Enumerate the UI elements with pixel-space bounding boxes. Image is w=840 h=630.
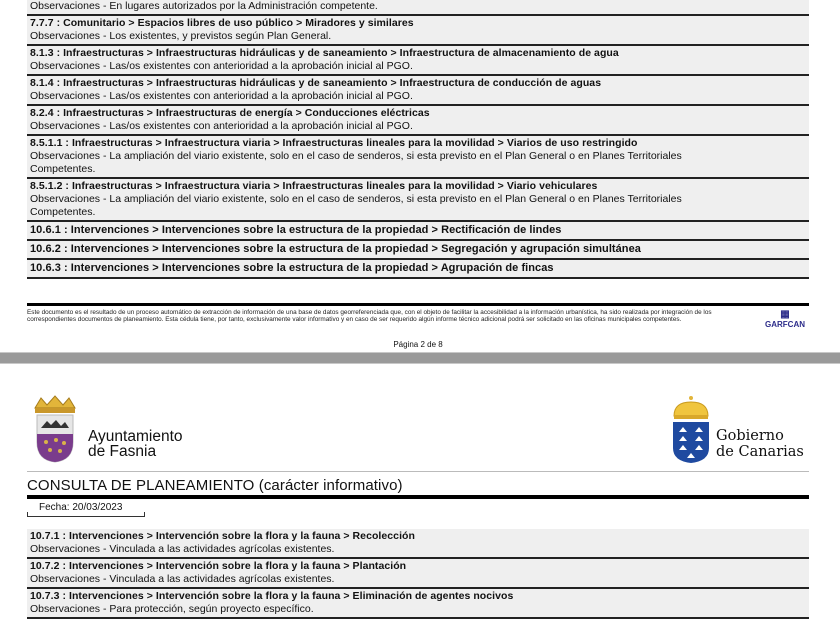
list-item: [27, 106, 809, 136]
list-item: [27, 136, 809, 179]
ayuntamiento-line-2: de Fasnia: [88, 443, 157, 460]
header-divider: [27, 471, 809, 472]
document-title: CONSULTA DE PLANEAMIENTO (carácter informativo): [27, 477, 403, 494]
row-title: 10.6.1 : Intervenciones > Intervenciones sobre la estructura de la propiedad > Rectificación de lindes: [30, 224, 562, 236]
list-item: [27, 241, 809, 260]
row-observation: Observaciones - Los existentes, y previstos según Plan General.: [30, 30, 332, 42]
list-item: [27, 559, 809, 589]
row-title: 10.6.2 : Intervenciones > Intervenciones sobre la estructura de la propiedad > Segregación y agrupación simultánea: [30, 243, 641, 255]
date-label: Fecha: 20/03/2023: [39, 502, 123, 513]
gobierno-canarias-name: [716, 428, 804, 460]
row-title: 10.7.1 : Intervenciones > Intervención sobre la flora y la fauna > Recolección: [30, 530, 415, 542]
canarias-crest-icon: [668, 394, 714, 464]
page-number: Página 2 de 8: [393, 340, 443, 349]
list-item: [27, 260, 809, 279]
list-item: [27, 46, 809, 76]
row-title: 8.5.1.2 : Infraestructuras > Infraestructura viaria > Infraestructuras lineales para la movilidad > Viario vehiculares: [30, 180, 598, 192]
row-observation: Competentes.: [30, 163, 96, 175]
page-separator: [0, 352, 840, 364]
row-title: 10.6.3 : Intervenciones > Intervenciones sobre la estructura de la propiedad > Agrupación de fincas: [30, 262, 554, 274]
date-box: [27, 502, 145, 517]
garfcan-logo-text: GARFCAN: [765, 320, 805, 329]
row-title: 8.1.3 : Infraestructuras > Infraestructuras hidráulicas y de saneamiento > Infraestructura de almacenamiento de agua: [30, 47, 619, 59]
fasnia-crest-icon: [31, 394, 79, 464]
shield-icon: ▦: [780, 309, 790, 320]
ayuntamiento-fasnia-name: [88, 429, 183, 459]
row-observation: Observaciones - Para protección, según proyecto específico.: [30, 603, 314, 615]
page-footer: [27, 303, 809, 349]
list-item: [27, 222, 809, 241]
row-observation: Observaciones - Vinculada a las actividades agrícolas existentes.: [30, 543, 335, 555]
gobierno-line-2: de Canarias: [716, 444, 804, 460]
row-title: 7.7.7 : Comunitario > Espacios libres de uso público > Miradores y similares: [30, 17, 414, 29]
ayuntamiento-line-1: Ayuntamiento: [88, 428, 183, 445]
list-item: [27, 589, 809, 619]
garfcan-logo: [761, 309, 809, 329]
rows-page-2: [27, 0, 809, 279]
row-title: 10.7.2 : Intervenciones > Intervención sobre la flora y la fauna > Plantación: [30, 560, 407, 572]
row-observation: Observaciones - Las/os existentes con anterioridad a la aprobación inicial al PGO.: [30, 60, 413, 72]
document-page-3: [0, 364, 840, 630]
row-observation: Observaciones - Vinculada a las actividades agrícolas existentes.: [30, 573, 335, 585]
row-title: 8.2.4 : Infraestructuras > Infraestructuras de energía > Conducciones eléctricas: [30, 107, 430, 119]
row-observation: Observaciones - En lugares autorizados por la Administración competente.: [30, 0, 378, 12]
row-title: 8.5.1.1 : Infraestructuras > Infraestructura viaria > Infraestructuras lineales para la movilidad > Viarios de uso restringido: [30, 137, 638, 149]
list-item: [27, 76, 809, 106]
row-observation: Observaciones - Las/os existentes con anterioridad a la aprobación inicial al PGO.: [30, 90, 413, 102]
row-observation: Observaciones - La ampliación del viario existente, solo en el caso de senderos, si esta previsto en el Plan General o en Planes Territoriales: [30, 150, 682, 162]
row-title: 8.1.4 : Infraestructuras > Infraestructuras hidráulicas y de saneamiento > Infraestructura de conducción de aguas: [30, 77, 602, 89]
list-item: [27, 179, 809, 222]
footer-disclaimer: Este documento es el resultado de un proceso automático de extracción de información de una base de datos georreferenciada que, con el objeto de facilitar la accesibilidad a la información urbanística, ha sido realizada por integración de los correspondientes documentos de planeamiento. Esta cédula tiene, por tanto, exclusivamente valor informativo y en caso de ser requerido algún informe técnico adicional podrá ser solicitado en las oficinas municipales competentes.: [27, 309, 712, 324]
row-observation: Observaciones - La ampliación del viario existente, solo en el caso de senderos, si esta previsto en el Plan General o en Planes Territoriales: [30, 193, 682, 205]
list-item: [27, 16, 809, 46]
rows-page-3: [27, 529, 809, 619]
list-item: [27, 529, 809, 559]
gobierno-line-1: Gobierno: [716, 428, 784, 444]
row-partial: [27, 0, 809, 16]
row-observation: Competentes.: [30, 206, 96, 218]
title-underline: [27, 495, 809, 499]
row-observation: Observaciones - Las/os existentes con anterioridad a la aprobación inicial al PGO.: [30, 120, 413, 132]
row-title: 10.7.3 : Intervenciones > Intervención sobre la flora y la fauna > Eliminación de agentes nocivos: [30, 590, 514, 602]
